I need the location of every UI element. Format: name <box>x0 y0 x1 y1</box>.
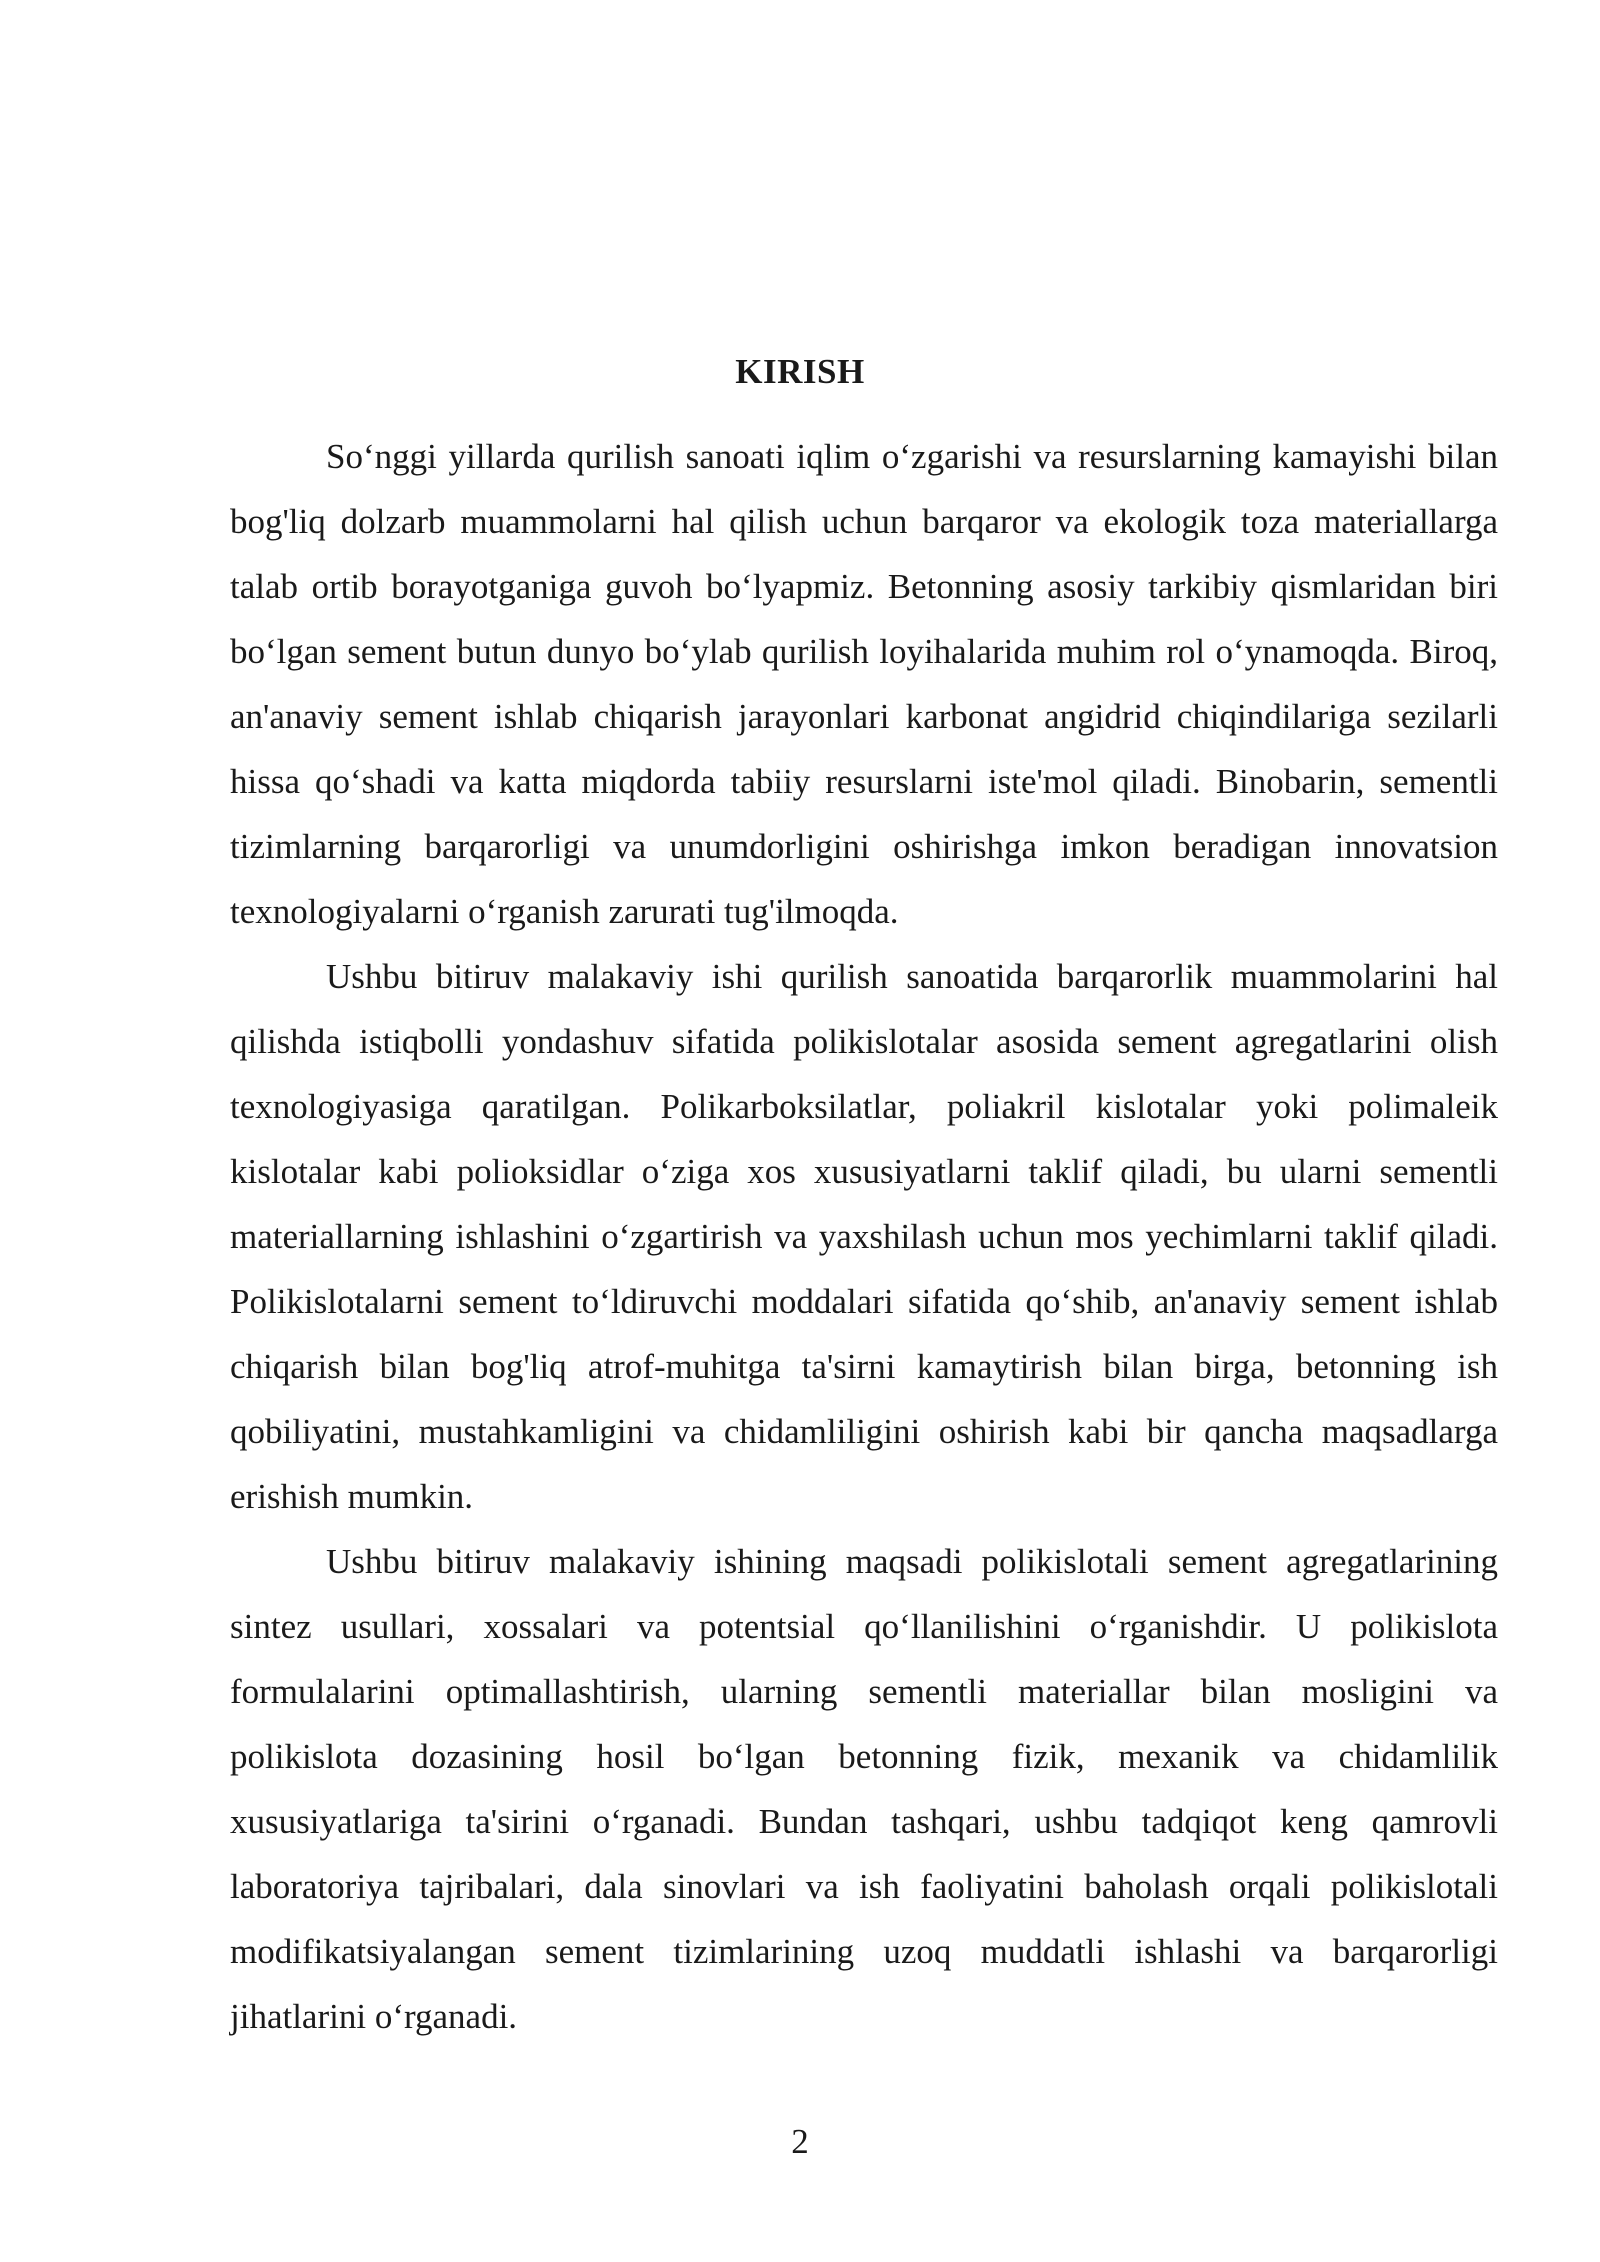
body-text <box>230 424 1498 2049</box>
paragraph-2: Ushbu bitiruv malakaviy ishi qurilish sanoatida barqarorlik muammolarini hal qilishda istiqbolli yondashuv sifatida polikislotalar asosida sement agregatlarini olish texnologiyasiga qaratilgan. Polikarboksilatlar, poliakril kislotalar yoki polimaleik kislotalar kabi polioksidlar o‘ziga xos xususiyatlarni taklif qiladi, bu ularni sementli materiallarning ishlashini o‘zgartirish va yaxshilash uchun mos yechimlarni taklif qiladi. Polikislotalarni sement to‘ldiruvchi moddalari sifatida qo‘shib, an'anaviy sement ishlab chiqarish bilan bog'liq atrof-muhitga ta'sirni kamaytirish bilan birga, betonning ish qobiliyatini, mustahkamligini va chidamliligini oshirish kabi bir qancha maqsadlarga erishish mumkin. <box>230 957 1498 1516</box>
paragraph-1: So‘nggi yillarda qurilish sanoati iqlim o‘zgarishi va resurslarning kamayishi bilan bog'liq dolzarb muammolarni hal qilish uchun barqaror va ekologik toza materiallarga talab ortib borayotganiga guvoh bo‘lyapmiz. Betonning asosiy tarkibiy qismlaridan biri bo‘lgan sement butun dunyo bo‘ylab qurilish loyihalarida muhim rol o‘ynamoqda. Biroq, an'anaviy sement ishlab chiqarish jarayonlari karbonat angidrid chiqindilariga sezilarli hissa qo‘shadi va katta miqdorda tabiiy resurslarni iste'mol qiladi. Binobarin, sementli tizimlarning barqarorligi va unumdorligini oshirishga imkon beradigan innovatsion texnologiyalarni o‘rganish zarurati tug'ilmoqda. <box>230 437 1498 931</box>
page-number: 2 <box>791 2122 809 2161</box>
section-title: KIRISH <box>735 352 865 391</box>
paragraph-3: Ushbu bitiruv malakaviy ishining maqsadi polikislotali sement agregatlarining sintez usullari, xossalari va potentsial qo‘llanilishini o‘rganishdir. U polikislota formulalarini optimallashtirish, ularning sementli materiallar bilan mosligini va polikislota dozasining hosil bo‘lgan betonning fizik, mexanik va chidamlilik xususiyatlariga ta'sirini o‘rganadi. Bundan tashqari, ushbu tadqiqot keng qamrovli laboratoriya tajribalari, dala sinovlari va ish faoliyatini baholash orqali polikislotali modifikatsiyalangan sement tizimlarining uzoq muddatli ishlashi va barqarorligi jihatlarini o‘rganadi. <box>230 1542 1498 2036</box>
